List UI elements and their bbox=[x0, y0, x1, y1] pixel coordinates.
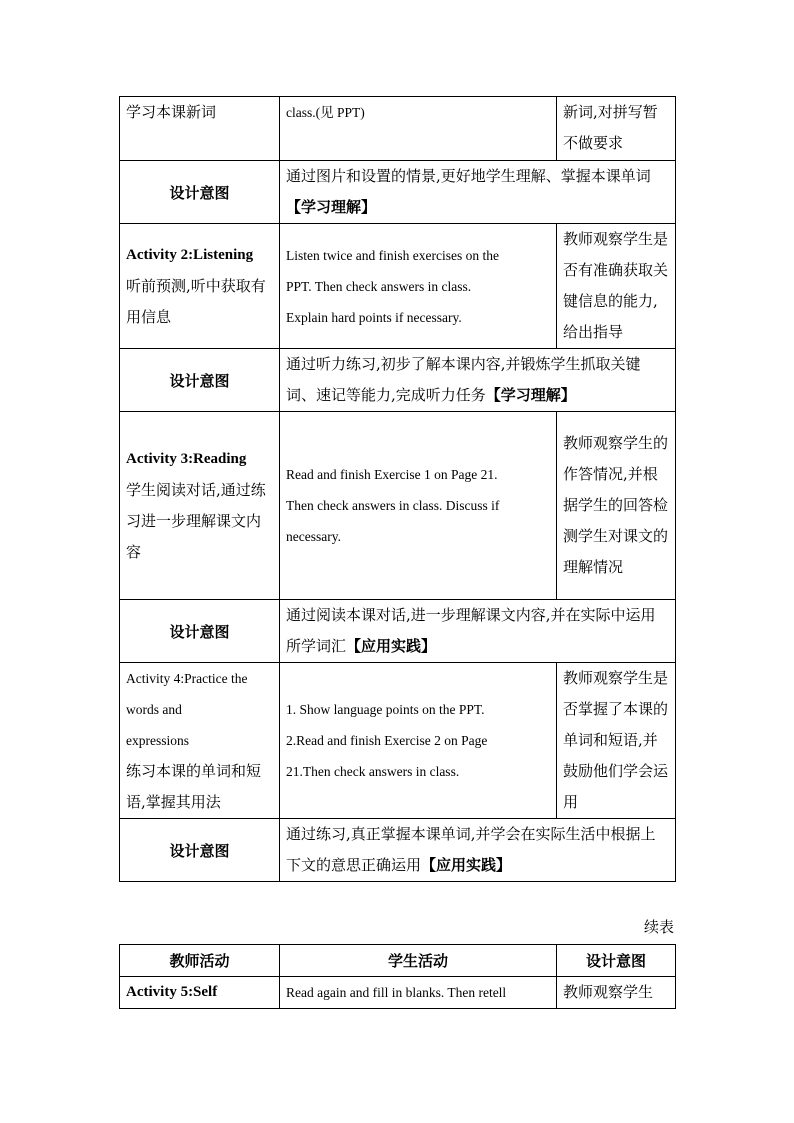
activity-desc: 学生阅读对话,通过练习进一步理解课文内容 bbox=[126, 480, 266, 561]
purpose-text: 通过练习,真正掌握本课单词,并学会在实际生活中根据上下文的意思正确运用 bbox=[286, 825, 656, 874]
table-row bbox=[120, 97, 676, 161]
table-row bbox=[120, 663, 676, 819]
student-activity-cell bbox=[280, 412, 557, 600]
purpose-cell bbox=[280, 819, 676, 882]
table-row bbox=[120, 819, 676, 882]
design-note-text: 教师观察学生 bbox=[557, 977, 676, 1009]
design-note-cell bbox=[557, 224, 676, 349]
student-activity-cell bbox=[280, 663, 557, 819]
student-activity-cell bbox=[280, 97, 557, 161]
lesson-plan-table-continued bbox=[119, 944, 676, 1009]
student-activity-line: 2.Read and finish Exercise 2 on Page bbox=[286, 733, 488, 748]
student-activity-line: Read and finish Exercise 1 on Page 21. bbox=[286, 467, 498, 482]
table-row bbox=[120, 349, 676, 412]
student-activity-line: PPT. Then check answers in class. bbox=[286, 278, 472, 294]
purpose-tag: 【应用实践】 bbox=[346, 637, 437, 655]
purpose-tag: 【学习理解】 bbox=[286, 198, 377, 216]
purpose-text: 通过阅读本课对话,进一步理解课文内容,并在实际中运用所学词汇 bbox=[286, 606, 656, 655]
purpose-cell bbox=[280, 349, 676, 412]
header-student-activity: 学生活动 bbox=[280, 945, 557, 977]
student-activity-line: necessary. bbox=[286, 529, 341, 544]
activity-title-line: Activity 4:Practice the bbox=[126, 671, 248, 686]
student-activity-cell bbox=[280, 224, 557, 349]
student-activity-text: Read again and fill in blanks. Then retell bbox=[280, 977, 557, 1009]
continued-table-label: 续表 bbox=[643, 918, 674, 936]
design-note-text: 教师观察学生是否有准确获取关键信息的能力,给出指导 bbox=[563, 230, 669, 341]
design-note-cell bbox=[557, 97, 676, 161]
purpose-label: 设计意图 bbox=[120, 819, 280, 882]
design-note-cell bbox=[557, 663, 676, 819]
purpose-tag: 【学习理解】 bbox=[485, 386, 576, 404]
activity-title: Activity 3:Reading bbox=[126, 450, 247, 467]
purpose-cell bbox=[280, 161, 676, 224]
activity-cell bbox=[120, 97, 280, 161]
student-activity-line: Then check answers in class. Discuss if bbox=[286, 498, 500, 513]
lesson-plan-table bbox=[119, 96, 676, 882]
activity-title: Activity 5:Self bbox=[120, 977, 280, 1009]
header-teacher-activity: 教师活动 bbox=[120, 945, 280, 977]
purpose-cell bbox=[280, 600, 676, 663]
table-row bbox=[120, 600, 676, 663]
student-activity-line: 21.Then check answers in class. bbox=[286, 764, 460, 779]
activity-title: Activity 2:Listening bbox=[126, 246, 254, 263]
purpose-label: 设计意图 bbox=[120, 600, 280, 663]
activity-cell bbox=[120, 663, 280, 819]
activity-desc: 练习本课的单词和短语,掌握其用法 bbox=[126, 762, 262, 811]
purpose-text: 通过听力练习,初步了解本课内容,并锻炼学生抓取关键词、速记等能力,完成听力任务 bbox=[286, 355, 641, 404]
activity-title-line: words and bbox=[126, 702, 182, 717]
purpose-text: 通过图片和设置的情景,更好地学生理解、掌握本课单词 bbox=[286, 167, 651, 185]
activity-cell bbox=[120, 412, 280, 600]
table-row bbox=[120, 161, 676, 224]
purpose-label: 设计意图 bbox=[120, 161, 280, 224]
design-note-text: 教师观察学生的作答情况,并根据学生的回答检测学生对课文的理解情况 bbox=[563, 434, 669, 576]
student-activity-line: Listen twice and finish exercises on the bbox=[286, 247, 499, 263]
student-activity-line: Explain hard points if necessary. bbox=[286, 309, 462, 325]
table-row bbox=[120, 224, 676, 349]
table-row bbox=[120, 977, 676, 1009]
student-activity-line: 1. Show language points on the PPT. bbox=[286, 702, 485, 717]
purpose-tag: 【应用实践】 bbox=[421, 856, 512, 874]
design-note-cell bbox=[557, 412, 676, 600]
table-header-row bbox=[120, 945, 676, 977]
table-row bbox=[120, 412, 676, 600]
student-activity-text: class.(见 PPT) bbox=[286, 105, 365, 120]
design-note-text: 教师观察学生是否掌握了本课的单词和短语,并鼓励他们学会运用 bbox=[563, 669, 669, 811]
activity-title-line: expressions bbox=[126, 733, 189, 748]
design-note-text: 新词,对拼写暂不做要求 bbox=[563, 103, 658, 152]
purpose-label: 设计意图 bbox=[120, 349, 280, 412]
activity-desc: 听前预测,听中获取有用信息 bbox=[126, 276, 266, 326]
header-design-intent: 设计意图 bbox=[557, 945, 676, 977]
activity-desc: 学习本课新词 bbox=[126, 103, 217, 121]
activity-cell bbox=[120, 224, 280, 349]
